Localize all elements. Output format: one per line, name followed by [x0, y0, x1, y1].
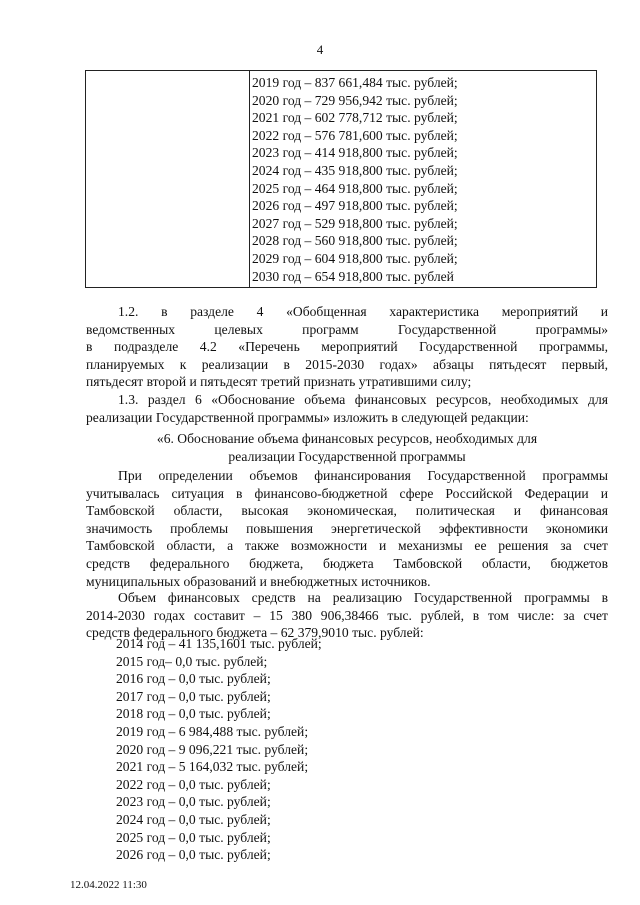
table-column-divider [249, 71, 250, 287]
text-line: средств федерального бюджета, бюджета Тамбовской области, бюджетов [86, 555, 608, 571]
paragraph-funding [86, 467, 608, 590]
list-item: 2014 год – 41 135,1601 тыс. рублей; [116, 636, 322, 651]
list-item: 2026 год – 0,0 тыс. рублей; [116, 847, 271, 863]
text-line: средств федерального бюджета – 62 379,9010 тыс. рублей: [86, 625, 424, 641]
list-item: 2023 год – 0,0 тыс. рублей; [116, 794, 271, 810]
list-item: 2016 год – 0,0 тыс. рублей; [116, 671, 271, 687]
page-number: 4 [316, 42, 324, 57]
text-line: Тамбовской области, а также возможности и механизмы ее решения за счет [86, 538, 608, 554]
table-row: 2028 год – 560 918,800 тыс. рублей; [252, 233, 458, 249]
paragraph-1-3 [86, 391, 608, 426]
list-item: 2017 год – 0,0 тыс. рублей; [116, 688, 271, 704]
table-row: 2025 год – 464 918,800 тыс. рублей; [252, 180, 458, 196]
paragraph-total [86, 589, 608, 642]
table-row: 2019 год – 837 661,484 тыс. рублей; [252, 75, 458, 90]
section-title [86, 430, 608, 465]
text-line: 1.2. в разделе 4 «Обобщенная характеристика мероприятий и [118, 304, 608, 319]
text-line: планируемых к реализации в 2015-2030 годах» абзацы пятьдесят первый, [86, 356, 608, 372]
text-line: «6. Обоснование объема финансовых ресурсов, необходимых для [156, 431, 538, 446]
footer-timestamp: 12.04.2022 11:30 [70, 879, 147, 891]
list-item: 2024 год – 0,0 тыс. рублей; [116, 811, 271, 827]
paragraph-1-2 [86, 303, 608, 391]
list-item: 2019 год – 6 984,488 тыс. рублей; [116, 723, 309, 739]
list-item: 2015 год– 0,0 тыс. рублей; [116, 653, 268, 669]
table-row: 2021 год – 602 778,712 тыс. рублей; [252, 110, 458, 126]
list-item: 2025 год – 0,0 тыс. рублей; [116, 829, 271, 845]
federal-budget-years-list [116, 635, 322, 864]
text-line: учитывалась ситуация в финансово-бюджетной сфере Российской Федерации и [86, 485, 608, 501]
text-line: При определении объемов финансирования Государственной программы [118, 468, 608, 483]
text-line: Тамбовской области, высокая экономическая, политическая и финансовая [86, 503, 608, 519]
table-row: 2024 год – 435 918,800 тыс. рублей; [252, 162, 458, 178]
table-row: 2023 год – 414 918,800 тыс. рублей; [252, 145, 458, 161]
text-line: 1.3. раздел 6 «Обоснование объема финансовых ресурсов, необходимых для [118, 392, 608, 407]
table-row: 2026 год – 497 918,800 тыс. рублей; [252, 198, 458, 214]
table-row: 2020 год – 729 956,942 тыс. рублей; [252, 92, 458, 108]
table-row: 2027 год – 529 918,800 тыс. рублей; [252, 215, 458, 231]
text-line: Объем финансовых средств на реализацию Государственной программы в [118, 590, 608, 605]
text-line: реализации Государственной программы [228, 448, 466, 464]
list-item: 2018 год – 0,0 тыс. рублей; [116, 706, 271, 722]
text-line: реализации Государственной программы» изложить в следующей редакции: [86, 409, 529, 425]
list-item: 2020 год – 9 096,221 тыс. рублей; [116, 741, 309, 757]
text-line: пятьдесят второй и пятьдесят третий признать утратившими силу; [86, 374, 472, 390]
list-item: 2021 год – 5 164,032 тыс. рублей; [116, 759, 309, 775]
table-row: 2029 год – 604 918,800 тыс. рублей; [252, 250, 458, 266]
list-item: 2022 год – 0,0 тыс. рублей; [116, 776, 271, 792]
funding-table [85, 70, 597, 288]
text-line: ведомственных целевых программ Государственной программы» [86, 321, 608, 337]
table-cell-amounts [252, 74, 592, 285]
text-line: муниципальных образований и внебюджетных источников. [86, 573, 431, 589]
table-row: 2030 год – 654 918,800 тыс. рублей [252, 268, 454, 284]
text-line: 2014-2030 годах составит – 15 380 906,38466 тыс. рублей, в том числе: за счет [86, 607, 608, 623]
table-row: 2022 год – 576 781,600 тыс. рублей; [252, 127, 458, 143]
text-line: значимость проблемы повышения энергетической эффективности экономики [86, 520, 608, 536]
text-line: в подразделе 4.2 «Перечень мероприятий Государственной программы, [86, 339, 608, 355]
